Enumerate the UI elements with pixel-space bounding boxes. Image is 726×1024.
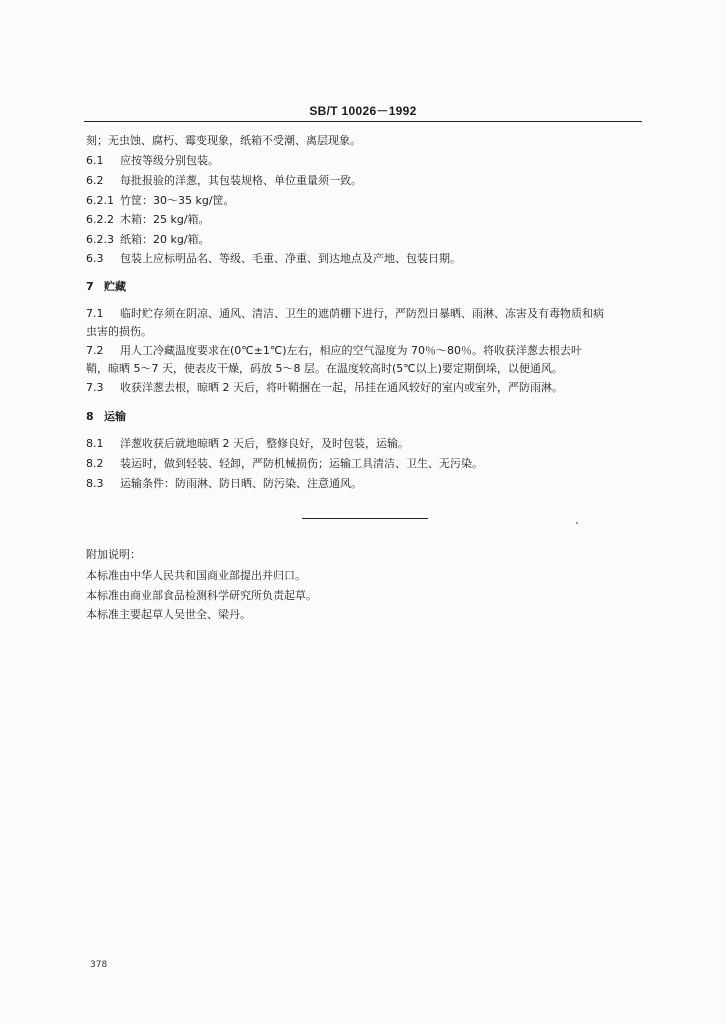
clause-7-1 — [86, 307, 644, 321]
clause-7-2 — [86, 344, 644, 358]
appendix-title-text: 附加说明： — [86, 548, 141, 561]
clause-text: 每批报验的洋葱，其包装规格、单位重量须一致。 — [120, 174, 362, 187]
clause-8-3 — [86, 477, 644, 491]
clause-8-2 — [86, 457, 644, 471]
appendix-line — [86, 589, 644, 603]
clause-text: 纸箱：20 kg/箱。 — [120, 233, 210, 246]
clause-text: 应按等级分别包装。 — [120, 154, 219, 167]
clause-text: 运输条件：防雨淋、防日晒、防污染、注意通风。 — [120, 477, 362, 490]
clause-6-3 — [86, 252, 644, 266]
clause-text: 装运时，做到轻装、轻卸，严防机械损伤；运输工具清洁、卫生、无污染。 — [120, 457, 483, 470]
clause-number: 8.2 — [86, 457, 104, 470]
clause-6-1 — [86, 154, 644, 168]
clause-number: 7.1 — [86, 307, 104, 320]
line-text: 虫害的损伤。 — [86, 325, 152, 338]
header-rule — [84, 121, 642, 122]
section-title: 贮藏 — [104, 280, 126, 293]
text-line — [86, 134, 644, 148]
scan-speck — [576, 522, 578, 524]
clause-text: 竹筐：30～35 kg/筐。 — [120, 194, 235, 207]
clause-text: 收获洋葱去根，晾晒 2 天后，将叶鞘捆在一起，吊挂在通风较好的室内或室外，严防雨淋。 — [120, 381, 563, 394]
section-number: 8 — [86, 410, 94, 423]
clause-8-1 — [86, 437, 644, 451]
line-text: 刻；无虫蚀、腐朽、霉变现象，纸箱不受潮、离层现象。 — [86, 134, 361, 147]
clause-6-2-3 — [86, 233, 644, 247]
clause-6-2-2 — [86, 213, 644, 227]
clause-7-3 — [86, 381, 644, 395]
clause-number: 6.2.3 — [86, 233, 114, 246]
clause-number: 6.2.1 — [86, 194, 114, 207]
line-text: 鞘，晾晒 5～7 天，使表皮干燥，码放 5～8 层。在温度较高时(5℃以上)要定期倒垛，以便通风。 — [86, 362, 563, 375]
appendix-text: 本标准主要起草人吴世全、梁丹。 — [86, 608, 251, 621]
clause-number: 7.2 — [86, 344, 104, 357]
section-7-heading — [86, 280, 644, 294]
clause-number: 7.3 — [86, 381, 104, 394]
section-title: 运输 — [104, 410, 126, 423]
clause-number: 6.2 — [86, 174, 104, 187]
clause-text: 临时贮存须在阴凉、通风、清洁、卫生的遮荫棚下进行，严防烈日暴晒、雨淋、冻害及有毒物质和病 — [120, 307, 604, 320]
clause-number: 6.3 — [86, 252, 104, 265]
clause-number: 6.2.2 — [86, 213, 114, 226]
text-line — [86, 362, 644, 376]
clause-text: 包装上应标明品名、等级、毛重、净重、到达地点及产地、包装日期。 — [120, 252, 461, 265]
clause-text: 木箱：25 kg/箱。 — [120, 213, 210, 226]
page-number: 378 — [90, 960, 108, 970]
appendix-text: 本标准由中华人民共和国商业部提出并归口。 — [86, 569, 306, 582]
appendix-line — [86, 569, 644, 583]
appendix-text: 本标准由商业部食品检测科学研究所负责起草。 — [86, 589, 317, 602]
clause-number: 8.3 — [86, 477, 104, 490]
clause-text: 用人工冷藏温度要求在(0℃±1℃)左右，相应的空气湿度为 70％～80％。将收获洋葱去根去叶 — [120, 344, 582, 357]
standard-code-header: SB/T 10026－1992 — [309, 104, 417, 118]
text-line — [86, 325, 644, 339]
section-number: 7 — [86, 280, 94, 293]
appendix-title — [86, 548, 644, 562]
clause-6-2 — [86, 174, 644, 188]
clause-6-2-1 — [86, 194, 644, 208]
section-8-heading — [86, 410, 644, 424]
clause-number: 8.1 — [86, 437, 104, 450]
end-of-standard-rule — [302, 518, 428, 519]
clause-number: 6.1 — [86, 154, 104, 167]
appendix-line — [86, 608, 644, 622]
clause-text: 洋葱收获后就地晾晒 2 天后，整修良好，及时包装，运输。 — [120, 437, 409, 450]
